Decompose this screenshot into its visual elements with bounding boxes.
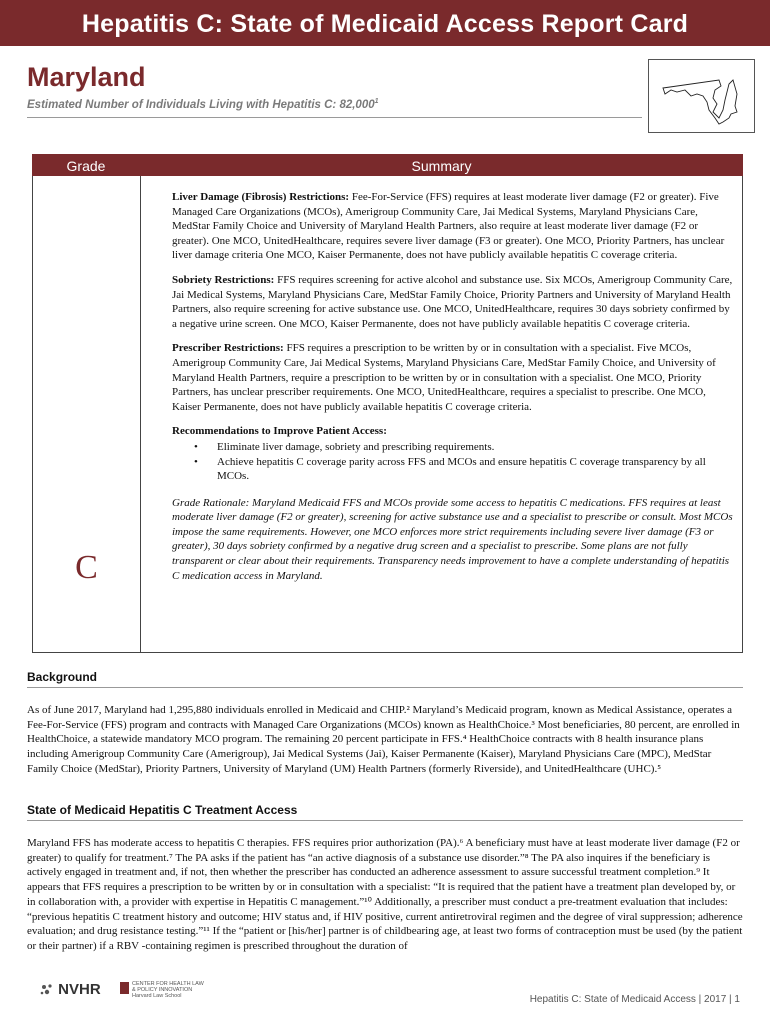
recommendations-list [172,440,733,484]
maryland-outline-icon [649,60,754,132]
section-text: Fee-For-Service (FFS) requires at least moderate liver damage (F2 or greater). Five Managed Care Organizations (MCOs), Amerigroup Community Care, Jai Medical Systems, Maryland Physicians Care, MedStar Family Choice and University of Maryland Health Partners, also require at least moderate liver damage (F2 or greater). One MCO, UnitedHealthcare, requires severe liver damage (F3 or greater). One MCO, Priority Partners, has unclear liver damage criteria One MCO, Kaiser Permanente, does not have publicly available hepatitis C coverage criteria. [172,191,725,262]
chlpi-line-1: CENTER FOR HEALTH LAW [132,981,204,987]
section-title: Liver Damage (Fibrosis) Restrictions: [172,191,350,203]
summary-cell [172,190,733,593]
access-divider [27,820,743,821]
table-header [32,154,743,176]
estimate-footnote: 1 [374,98,379,105]
background-heading: Background [27,670,98,684]
nvhr-logo [40,981,110,1001]
section-text: FFS requires screening for active alcohol and substance use. Six MCOs, Amerigroup Community Care, Jai Medical Systems, Maryland Physicians Care, MedStar Family Choice, Priority Partners and University of Maryland Health Partners, also require screening for active substance use. One MCO, UnitedHealthcare, requires 30 days sobriety confirmed by a negative urine screen. One MCO, Kaiser Permanente, does not have publicly available hepatitis C coverage criteria. [172,273,733,330]
recommendations-title-text: Recommendations to Improve Patient Access: [172,425,387,438]
estimate-line [27,98,379,111]
chlpi-logo-text [132,981,210,999]
list-item: • Achieve hepatitis C coverage parity across FFS and MCOs and ensure hepatitis C coverage transparency by all MCOs. [172,455,733,484]
section-title: Sobriety Restrictions: [172,273,275,286]
chlpi-line-2: & POLICY INNOVATION [132,987,193,993]
section-text: FFS requires a prescription to be written by or in consultation with a specialist. Five MCOs, Amerigroup Community Care, Jai Medical Systems, Maryland Physicians Care, MedStar Family Choice, and University of Maryland Health Partners, require a prescription to be written by or in consultation with a specialist. One MCO, Priority Partners, has unclear prescriber requirements. One MCO, UnitedHealthcare, requires a specialist to prescribe. One MCO, Kaiser Permanente, does not have publicly available hepatitis C coverage criteria. [172,342,716,413]
liver-damage-paragraph [172,190,733,263]
state-map [648,59,755,133]
section-title: Prescriber Restrictions: [172,342,284,355]
column-divider [140,176,141,652]
state-name: Maryland [27,62,146,92]
grade-value: C [75,549,98,586]
recommendations-title [172,424,733,439]
report-banner: Hepatitis C: State of Medicaid Access Report Card [0,0,770,46]
sobriety-paragraph [172,273,733,331]
report-card-table [32,154,743,653]
summary-header: Summary [411,158,472,174]
list-item: • Eliminate liver damage, sobriety and prescribing requirements. [172,440,733,455]
chlpi-line-3: Harvard Law School [132,993,182,999]
grade-rationale: Grade Rationale: Maryland Medicaid FFS and MCOs provide some access to hepatitis C medications. FFS requires at least moderate liver damage (F2 or greater), screening for active substance use and a specialist to prescribe or consult. Most MCOs impose the same requirements. However, one MCO enforces more strict requirements including severe liver damage (F3 or greater), 30 days sobriety confirmed by a negative drug screen and a specialist to prescribe. Some plans are not fully transparent or clear about their requirements. Transparency needs improvement to have a complete understanding of hepatitis C medication access in Maryland. [172,496,733,582]
harvard-shield-icon [120,982,129,994]
prescriber-paragraph [172,341,733,414]
access-heading: State of Medicaid Hepatitis C Treatment Access [27,803,298,817]
estimate-text: Estimated Number of Individuals Living with Hepatitis C: 82,000 [27,98,375,111]
chlpi-logo [120,981,210,1001]
background-divider [27,687,743,688]
nvhr-logo-text: NVHR [58,981,101,998]
nvhr-mark-icon [40,983,54,997]
grade-header: Grade [66,158,106,174]
background-text: As of June 2017, Maryland had 1,295,880 individuals enrolled in Medicaid and CHIP.² Maryland’s Medicaid program, known as Medical Assistance, operates a Fee-For-Service (FFS) program and contracts with Managed Care Organizations (MCOs) known as HealthChoice.³ Most beneficiaries, 80 percent, are enrolled in HealthChoice, a statewide mandatory MCO program. The remaining 20 percent participate in FFS.⁴ HealthChoice contracts with 8 health insurance plans including Amerigroup Community Care (Amerigroup), Jai Medical Systems (Jai), Kaiser Permanente (Kaiser), Maryland Physicians Care (MPC), MedStar Family Choice (MedStar), Priority Partners, University of Maryland (UM) Health Partners (formerly Riverside), and UnitedHealthcare (UHC).⁵ [27,704,740,775]
title-divider [27,117,642,118]
access-text: Maryland FFS has moderate access to hepatitis C therapies. FFS requires prior authorization (PA).⁶ A beneficiary must have at least moderate liver damage (F2 or greater) to qualify for treatment.⁷ The PA asks if the patient has “an active diagnosis of a substance use disorder.”⁸ The PA also inquires if the beneficiary is actively engaged in treatment and, if not, then whether the prescriber has conducted an adherence assessment to assure successful treatment completion.⁹ It appears that FFS requires a prescription to be written by or in consultation with a specialist: “It is required that the patient have a treatment plan developed by, or in collaboration with, a provider with expertise in Hepatitis C management.”¹⁰ Additionally, a prescriber must conduct a pre-treatment evaluation that includes: “previous hepatitis C treatment history and outcome; HIV status and, if HIV positive, current antiretroviral regimen and the degree of viral suppression; adherence evaluation; and drug resistance testing.”¹¹ If the “patient or [his/her] partner is of childbearing age, at least two forms of contraception must be used (by the patient or their partner) if a RBV -containing regimen is prescribed throughout the duration of [27,837,743,952]
page-footer: Hepatitis C: State of Medicaid Access | 2017 | 1 [529,994,740,1005]
